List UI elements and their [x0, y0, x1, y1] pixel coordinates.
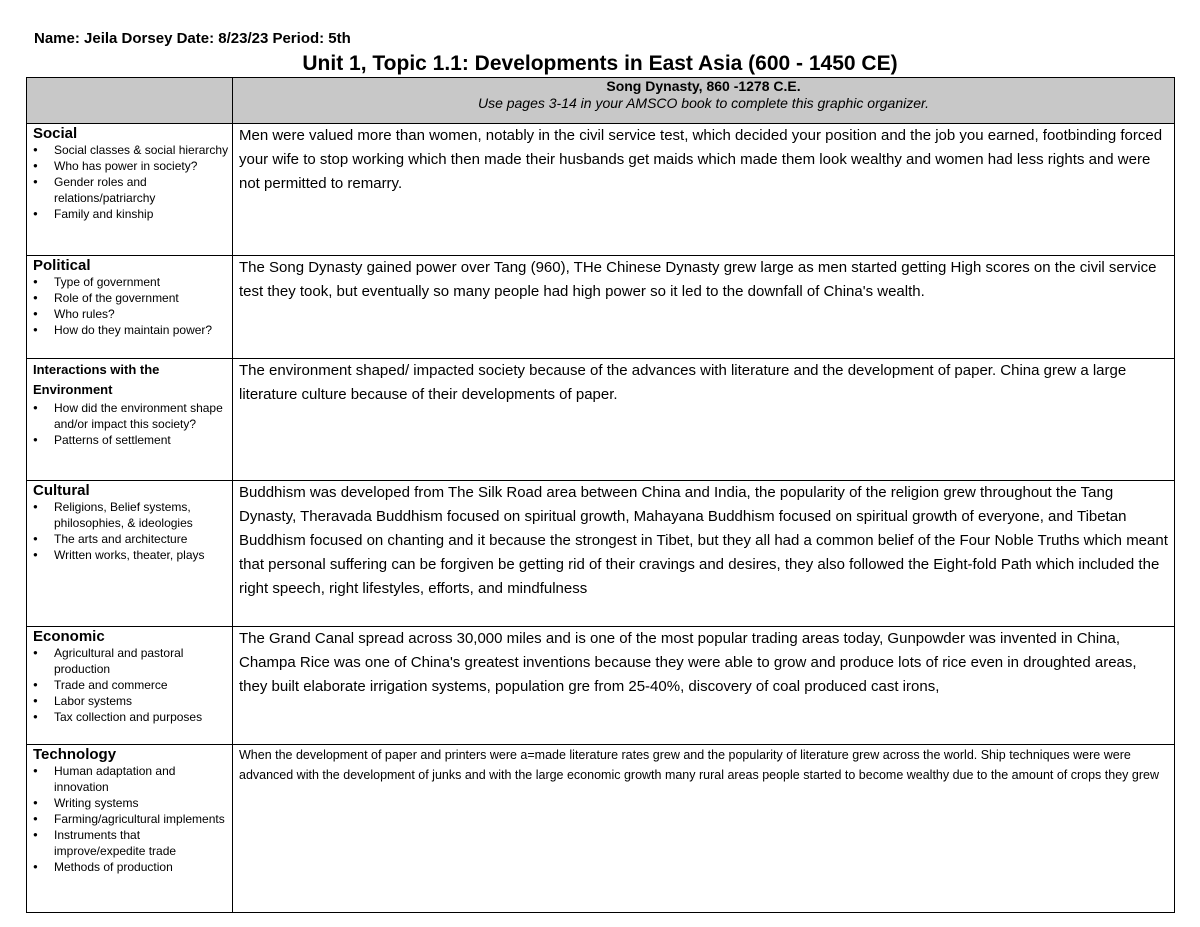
prompt-item: ● Writing systems	[33, 795, 230, 811]
table-row-political	[27, 256, 1175, 359]
prompt-list	[33, 645, 230, 725]
prompt-item: ● Instruments that improve/expedite trade	[33, 827, 230, 859]
prompt-item: ● Role of the government	[33, 290, 230, 306]
category-cell	[27, 481, 233, 627]
prompt-item: ● Trade and commerce	[33, 677, 230, 693]
student-info-line: Name: Jeila Dorsey Date: 8/23/23 Period: 5th	[34, 30, 351, 47]
category-cell	[27, 124, 233, 256]
prompt-item: ● Religions, Belief systems, philosophies, & ideologies	[33, 499, 230, 531]
response-cell[interactable]: Men were valued more than women, notably in the civil service test, which decided your position and the job you earned, footbinding forced your wife to stop working which then made their husbands get maids which made them look wealthy and women had less rights and were not permitted to remarry.	[233, 124, 1175, 256]
prompt-item: ● Human adaptation and innovation	[33, 763, 230, 795]
prompt-item: ● Patterns of settlement	[33, 432, 230, 448]
category-cell	[27, 627, 233, 745]
prompt-item: ● Agricultural and pastoral production	[33, 645, 230, 677]
prompt-item: ● Tax collection and purposes	[33, 709, 230, 725]
prompt-item: ● The arts and architecture	[33, 531, 230, 547]
response-cell[interactable]: When the development of paper and printers were a=made literature rates grew and the popularity of literature grew across the world. Ship techniques were were advanced with the development of junks and with the large economic growth many rural areas people started to become wealthy due to the amount of crops they grew	[233, 745, 1175, 913]
prompt-item: ● Written works, theater, plays	[33, 547, 230, 563]
prompt-item: ● Gender roles and relations/patriarchy	[33, 174, 230, 206]
category-title: Interactions with the Environment	[33, 362, 160, 397]
category-cell	[27, 745, 233, 913]
response-cell[interactable]: The Song Dynasty gained power over Tang (960), THe Chinese Dynasty grew large as men started getting High scores on the civil service test they took, but eventually so many people had high power so it led to the downfall of China's wealth.	[233, 256, 1175, 359]
table-row-social	[27, 124, 1175, 256]
prompt-item: ● Methods of production	[33, 859, 230, 875]
table-row-technology	[27, 745, 1175, 913]
prompt-item: ● Family and kinship	[33, 206, 230, 222]
prompt-item: ● Social classes & social hierarchy	[33, 142, 230, 158]
response-cell[interactable]: The Grand Canal spread across 30,000 miles and is one of the most popular trading areas today, Gunpowder was invented in China, Champa Rice was one of China's greatest inventions because they were able to grow and produce lots of rice even in droughted areas, they built elaborate irrigation systems, population gre from 25-40%, discovery of coal produced cast irons,	[233, 627, 1175, 745]
category-cell	[27, 256, 233, 359]
table-row-cultural	[27, 481, 1175, 627]
response-cell[interactable]: The environment shaped/ impacted society because of the advances with literature and the development of paper. China grew a large literature culture because of their developments of paper.	[233, 359, 1175, 481]
page-title: Unit 1, Topic 1.1: Developments in East Asia (600 - 1450 CE)	[302, 52, 898, 75]
prompt-item: ● Who has power in society?	[33, 158, 230, 174]
prompt-item: ● How do they maintain power?	[33, 322, 230, 338]
category-cell	[27, 359, 233, 481]
category-title: Social	[33, 125, 78, 142]
prompt-item: ● How did the environment shape and/or impact this society?	[33, 400, 230, 432]
prompt-list	[33, 274, 230, 338]
category-title: Technology	[33, 746, 117, 763]
prompt-list	[33, 142, 230, 222]
header-info-cell	[233, 78, 1175, 124]
table-header-row	[27, 78, 1175, 124]
prompt-list	[33, 499, 230, 563]
category-title: Political	[33, 257, 91, 274]
table-row-environment	[27, 359, 1175, 481]
response-cell[interactable]: Buddhism was developed from The Silk Road area between China and India, the popularity of the religion grew throughout the Tang Dynasty, Theravada Buddhism focused on spiritual growth, Mahayana Buddhism focused on spiritual growth of everyone, and Tibetan Buddhism focused on chanting and it because the strongest in Tibet, but they all had a common belief of the Four Noble Truths which meant that personal suffering can be forgiven be getting rid of their cravings and desires, they also followed the Eight-fold Path which included the right speech, right lifestyles, efforts, and mindfulness	[233, 481, 1175, 627]
era-heading: Song Dynasty, 860 -1278 C.E.	[606, 78, 801, 94]
prompt-item: ● Who rules?	[33, 306, 230, 322]
table-row-economic	[27, 627, 1175, 745]
instructions-text: Use pages 3-14 in your AMSCO book to complete this graphic organizer.	[477, 95, 930, 111]
prompt-list	[33, 400, 230, 448]
prompt-list	[33, 763, 230, 875]
prompt-item: ● Farming/agricultural implements	[33, 811, 230, 827]
prompt-item: ● Type of government	[33, 274, 230, 290]
category-title: Cultural	[33, 482, 90, 499]
prompt-item: ● Labor systems	[33, 693, 230, 709]
category-title: Economic	[33, 628, 105, 645]
graphic-organizer-table	[26, 77, 1175, 913]
header-blank-cell	[27, 78, 233, 124]
